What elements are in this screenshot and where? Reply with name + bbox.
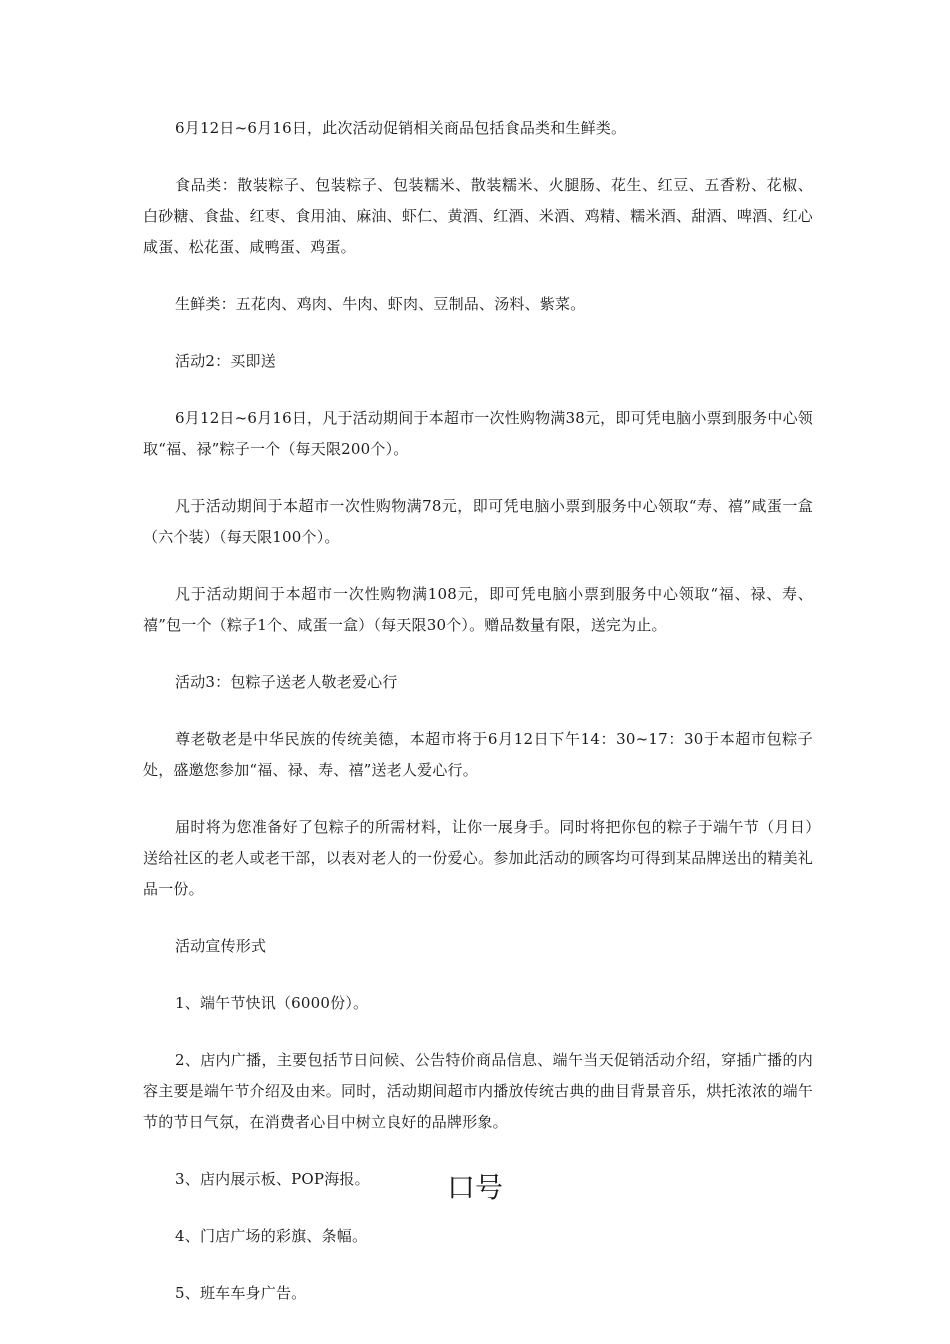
- paragraph-gift-38: 6月12日~6月16日，凡于活动期间于本超市一次性购物满38元，即可凭电脑小票到服务中心领取“福、禄”粽子一个（每天限200个）。: [143, 409, 813, 458]
- paragraph-publicity-4: 4、门店广场的彩旗、条幅。: [175, 1227, 368, 1245]
- paragraph-fresh-items: 生鲜类：五花肉、鸡肉、牛肉、虾肉、豆制品、汤料、紫菜。: [175, 295, 586, 313]
- paragraph-food-items: 食品类：散装粽子、包装粽子、包装糯米、散装糯米、火腿肠、花生、红豆、五香粉、花椒、白砂糖、食盐、红枣、食用油、麻油、虾仁、黄酒、红酒、米酒、鸡精、糯米酒、甜酒、啤酒、红心咸蛋、松花蛋、咸鸭蛋、鸡蛋。: [143, 176, 813, 256]
- section-heading-slogan: 口号: [446, 1171, 503, 1204]
- paragraph-publicity-1: 1、端午节快讯（6000份）。: [175, 994, 369, 1012]
- paragraph-activity-3-title: 活动3：包粽子送老人敬老爱心行: [175, 673, 398, 691]
- paragraph-promo-dates: 6月12日~6月16日，此次活动促销相关商品包括食品类和生鲜类。: [175, 119, 627, 137]
- paragraph-gift-78: 凡于活动期间于本超市一次性购物满78元，即可凭电脑小票到服务中心领取“寿、禧”咸蛋一盒（六个装）（每天限100个）。: [143, 497, 813, 546]
- paragraph-gift-108: 凡于活动期间于本超市一次性购物满108元，即可凭电脑小票到服务中心领取“福、禄、寿、禧”包一个（粽子1个、咸蛋一盒）（每天限30个）。赠品数量有限，送完为止。: [143, 585, 813, 634]
- paragraph-materials: 届时将为您准备好了包粽子的所需材料，让你一展身手。同时将把你包的粽子于端午节（月日）送给社区的老人或老干部，以表对老人的一份爱心。参加此活动的顾客均可得到某品牌送出的精美礼品一份。: [143, 818, 813, 898]
- paragraph-publicity-5: 5、班车车身广告。: [175, 1284, 307, 1302]
- paragraph-publicity-title: 活动宣传形式: [175, 937, 267, 955]
- paragraph-publicity-3: 3、店内展示板、POP海报。: [175, 1170, 370, 1188]
- paragraph-publicity-2: 2、店内广播，主要包括节日问候、公告特价商品信息、端午当天促销活动介绍，穿插广播的内容主要是端午节介绍及由来。同时，活动期间超市内播放传统古典的曲目背景音乐，烘托浓浓的端午节的节日气氛，在消费者心目中树立良好的品牌形象。: [143, 1051, 813, 1131]
- paragraph-elder-event: 尊老敬老是中华民族的传统美德，本超市将于6月12日下午14：30~17：30于本超市包粽子处，盛邀您参加“福、禄、寿、禧”送老人爱心行。: [143, 730, 813, 779]
- document-body: [143, 113, 813, 1335]
- paragraph-activity-2-title: 活动2：买即送: [175, 352, 276, 370]
